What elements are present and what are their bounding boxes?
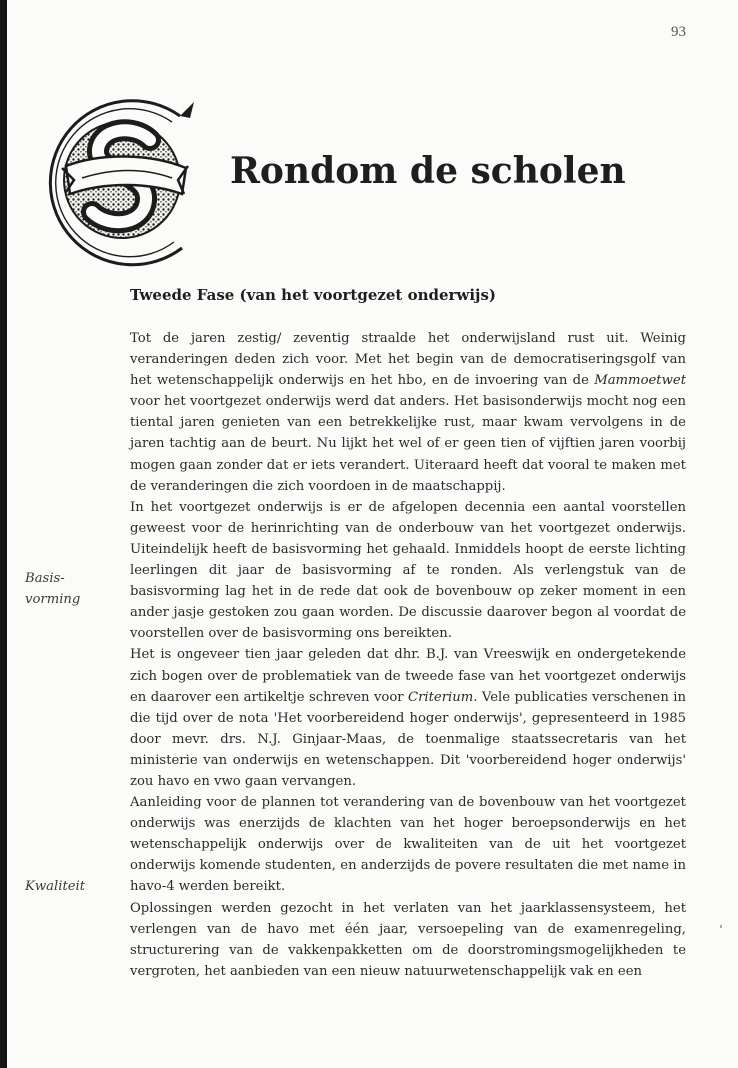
margin-note-basisvorming (25, 568, 80, 610)
paragraph-1: Tot de jaren zestig/ zeventig straalde het onderwijsland rust uit. Weinig veranderingen deden zich voor. Met het begin van de democratiseringsgolf van het wetenschappelijk onderwijs en het hbo, en de invoering van de Mammoetwet voor het voortgezet onderwijs werd dat anders. Het basisonderwijs mocht nog een tiental jaren genieten van een betrekkelijke rust, maar kwam vervolgens in de jaren tachtig aan de beurt. Nu lijkt het wel of er geen tien of vijftien jaren voorbij mogen gaan zonder dat er iets verandert. Uiteraard heeft dat vooral te maken met de veranderingen die zich voordoen in de maatschappij. (130, 331, 686, 494)
paragraph-4: Aanleiding voor de plannen tot verandering van de bovenbouw van het voortgezet onderwijs was enerzijds de klachten van het hoger beroepsonderwijs en het wetenschappelijk onderwijs over de kwaliteiten van de uit het voortgezet onderwijs komende studenten, en anderzijds de povere resultaten die met name in havo-4 werden bereikt. (130, 795, 686, 895)
paragraph-3: Het is ongeveer tien jaar geleden dat dhr. B.J. van Vreeswijk en ondergetekende zich bogen over de problematiek van de tweede fase van het voortgezet onderwijs en daarover een artikeltje schreven voor Criterium. Vele publicaties verschenen in die tijd over de nota 'Het voorbereidend hoger onderwijs', gepresenteerd in 1985 door mevr. drs. N.J. Ginjaar-Maas, de toenmalige staatssecretaris van het ministerie van onderwijs en wetenschappen. Dit 'voorbereidend hoger onderwijs' zou havo en vwo gaan vervangen. (130, 647, 686, 789)
margin-note-line: vorming (25, 592, 81, 608)
italic-term-mammoetwet: Mammoetwet (594, 373, 686, 389)
body-text (130, 328, 686, 982)
paragraph-5: Oplossingen werden gezocht in het verlaten van het jaarklassensysteem, het verlengen van de havo met één jaar, versoepeling van de examenregeling, structurering van de vakkenpakketten om de doorstromingsmogelijkheden te vergroten, het aanbieden van een nieuw natuurwetenschappelijk vak en een (130, 900, 686, 979)
page-number: 93 (671, 24, 686, 40)
section-heading: Tweede Fase (van het voortgezet onderwijs) (130, 286, 497, 304)
margin-note-line: Basis- (25, 571, 65, 586)
scan-speck (720, 925, 722, 928)
page-edge-bar (0, 0, 7, 1068)
paragraph-2: In het voortgezet onderwijs is er de afgelopen decennia een aantal voorstellen geweest voor de herinrichting van de onderbouw van het voortgezet onderwijs. Uiteindelijk heeft de basisvorming het gehaald. Inmiddels hoopt de eerste lichting leerlingen dit jaar de basisvorming af te ronden. Als verlengstuk van de basisvorming lag het in de rede dat ook de bovenbouw op zeker moment in een ander jasje gestoken zou gaan worden. De discussie daarover begon al voordat de voorstellen over de basisvorming ons bereikten. (130, 499, 686, 642)
margin-note-kwaliteit (25, 876, 85, 897)
ornamental-initial-s-icon (22, 88, 202, 273)
margin-note-line: Kwaliteit (25, 879, 86, 894)
italic-term-criterium: Criterium (408, 689, 474, 705)
chapter-title: Rondom de scholen (230, 150, 626, 192)
